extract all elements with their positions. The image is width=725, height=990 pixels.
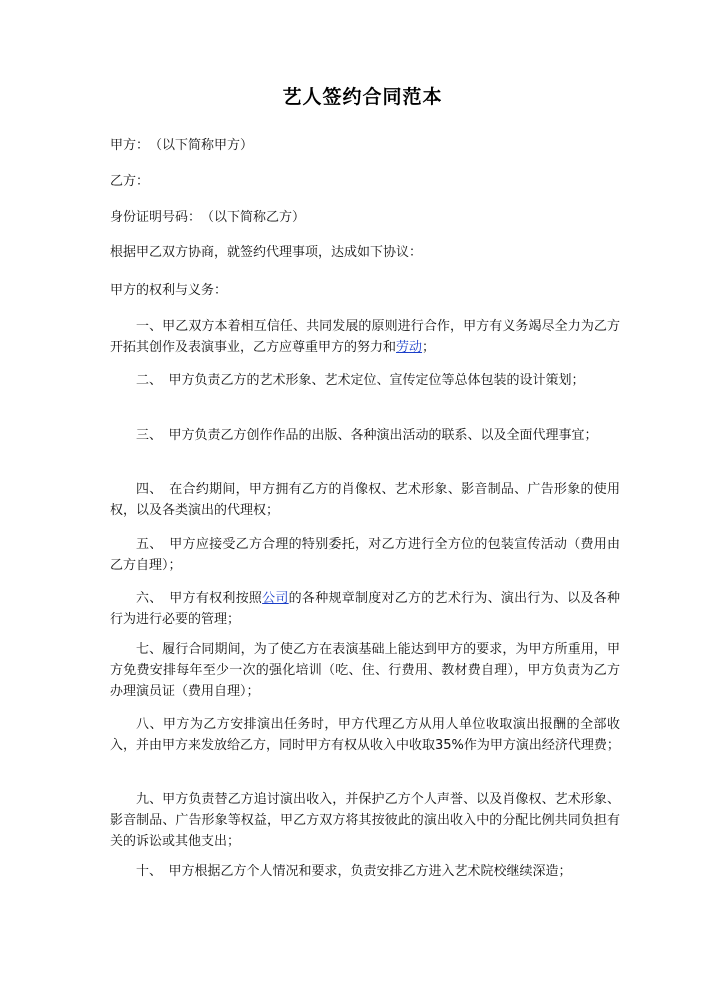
clause-7: 七、履行合同期间，为了使乙方在表演基础上能达到甲方的要求，为甲方所重用，甲方免费安排每年至少一次的强化培训（吃、住、行费用、教材费自理），甲方负责为乙方办理演员证（费用自理）；: [110, 642, 620, 699]
clause-2: 二、 甲方负责乙方的艺术形象、艺术定位、宣传定位等总体包装的设计策划；: [136, 373, 585, 388]
clause-1-text: 一、甲乙双方本着相互信任、共同发展的原则进行合作，甲方有义务竭尽全力为乙方开拓其创作及表演事业，乙方应尊重甲方的努力和: [110, 319, 620, 355]
clause-10: 十、 甲方根据乙方个人情况和要求，负责安排乙方进入艺术院校继续深造；: [136, 864, 572, 879]
clause-6: [110, 588, 620, 630]
party-b-line: 乙方：: [110, 174, 150, 189]
clause-3: 三、 甲方负责乙方创作作品的出版、各种演出活动的联系、以及全面代理事宜；: [136, 428, 598, 443]
party-a-line: 甲方： （以下简称甲方）: [110, 138, 254, 153]
clause-6-end: 的各种规章制度对乙方的艺术行为、演出行为、以及各种行为进行必要的管理；: [110, 591, 620, 627]
document-title: 艺人签约合同范本: [282, 86, 443, 108]
clause-4: 四、 在合约期间，甲方拥有乙方的肖像权、艺术形象、影音制品、广告形象的使用权，以及各类演出的代理权；: [110, 482, 620, 518]
section-heading: 甲方的权利与义务：: [110, 283, 228, 298]
clause-1-end: ；: [422, 340, 436, 355]
preamble-line: 根据甲乙双方协商，就签约代理事项，达成如下协议：: [110, 245, 423, 260]
clause-6-text: 六、 甲方有权利按照: [136, 591, 263, 606]
clause-9: 九、甲方负责替乙方追讨演出收入，并保护乙方个人声誉、以及肖像权、艺术形象、影音制品、广告形象等权益，甲乙方双方将其按彼此的演出收入中的分配比例共同负担有关的诉讼或其他支出；: [110, 792, 620, 849]
labor-link[interactable]: 劳动: [396, 340, 423, 355]
company-link[interactable]: 公司: [262, 591, 289, 606]
clause-1: [110, 316, 620, 358]
clause-5: 五、 甲方应接受乙方合理的特别委托，对乙方进行全方位的包装宣传活动（费用由乙方自理）；: [110, 537, 620, 573]
clause-8: 八、甲方为乙方安排演出任务时，甲方代理乙方从用人单位收取演出报酬的全部收入，并由甲方来发放给乙方，同时甲方有权从收入中收取35%作为甲方演出经济代理费；: [110, 717, 620, 753]
id-number-line: 身份证明号码： （以下简称乙方）: [110, 210, 306, 225]
